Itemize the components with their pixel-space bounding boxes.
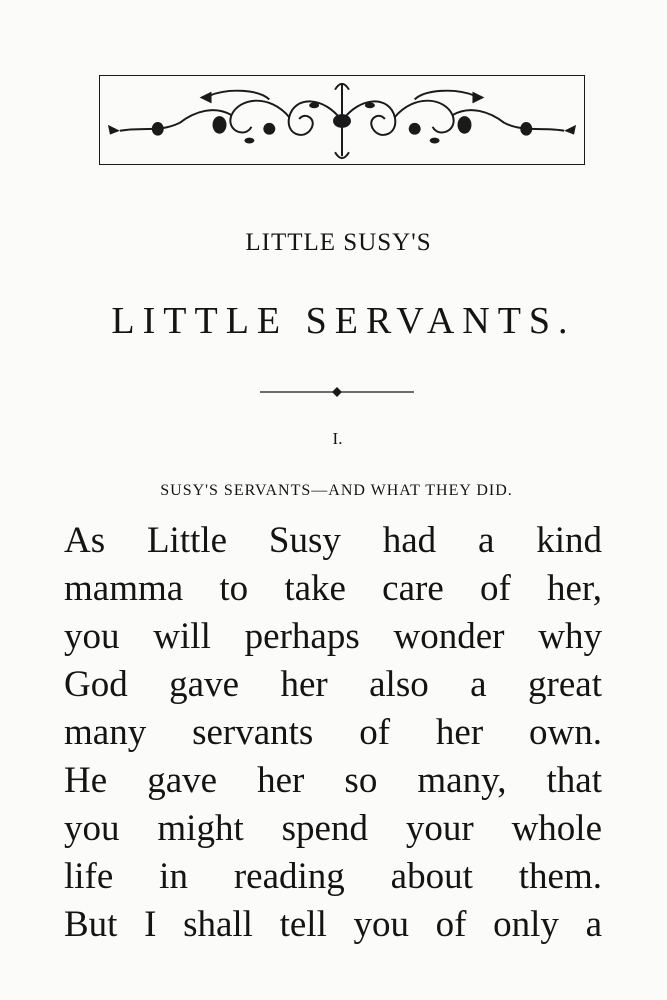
- chapter-number: I.: [332, 429, 343, 448]
- diamond-rule-icon: [260, 386, 414, 398]
- body-line-1: As Little Susy had a kind: [64, 520, 602, 561]
- body-line-2: mamma to take care of her,: [64, 568, 602, 609]
- chapter-title: SUSY'S SERVANTS—AND WHAT THEY DID.: [160, 482, 513, 499]
- body-line-9: But I shall tell you of only a: [64, 904, 602, 945]
- body-line-4: God gave her also a great: [64, 664, 602, 705]
- book-title-small: LITTLE SUSY'S: [245, 229, 432, 256]
- body-line-6: He gave her so many, that: [64, 760, 602, 801]
- floral-headpiece-icon: [99, 75, 585, 165]
- body-line-8: life in reading about them.: [64, 856, 602, 897]
- body-line-3: you will perhaps wonder why: [64, 616, 602, 657]
- body-line-7: you might spend your whole: [64, 808, 602, 849]
- book-title-large: LITTLE SERVANTS.: [111, 300, 576, 342]
- body-line-5: many servants of her own.: [64, 712, 602, 753]
